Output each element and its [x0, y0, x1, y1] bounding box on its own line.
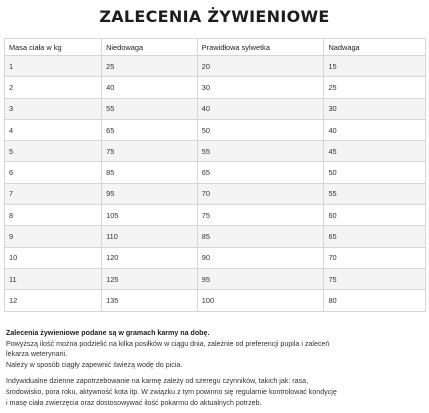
notes-line: środowisko, pora roku, aktywność kota itp. W związku z tym powinno się regularnie kontrolować kondycję [6, 387, 337, 396]
cell-weight: 9 [5, 226, 102, 247]
cell-weight: 11 [5, 268, 102, 289]
cell-underweight: 55 [102, 98, 198, 119]
notes-line: Powyższą ilość można podzielić na kilka posiłków w ciągu dnia, zależnie od preferencji pupila i zaleceń [6, 339, 330, 348]
header-weight: Masa ciała w kg [5, 39, 102, 56]
cell-weight: 4 [5, 119, 102, 140]
cell-underweight: 110 [102, 226, 198, 247]
cell-underweight: 135 [102, 290, 198, 311]
table-row [5, 268, 426, 289]
cell-normal-weight: 40 [197, 98, 324, 119]
notes-line: Indywidualne dzienne zapotrzebowanie na karmę zależy od szeregu czynników, takich jak: rasa, [6, 377, 309, 386]
cell-weight: 12 [5, 290, 102, 311]
table-row [5, 98, 426, 119]
cell-underweight: 125 [102, 268, 198, 289]
table-row [5, 205, 426, 226]
cell-weight: 6 [5, 162, 102, 183]
notes [6, 328, 424, 408]
cell-overweight: 25 [324, 77, 426, 98]
notes-line: i masę ciała zwierzęcia oraz dostosowywać ilość pokarmu do aktualnych potrzeb. [6, 398, 262, 407]
cell-weight: 1 [5, 56, 102, 77]
cell-overweight: 75 [324, 268, 426, 289]
notes-lead: Zalecenia żywieniowe podane są w gramach karmy na dobę. [6, 329, 210, 337]
cell-weight: 5 [5, 141, 102, 162]
cell-overweight: 70 [324, 247, 426, 268]
cell-normal-weight: 100 [197, 290, 324, 311]
cell-weight: 8 [5, 205, 102, 226]
table-row [5, 141, 426, 162]
cell-normal-weight: 30 [197, 77, 324, 98]
cell-normal-weight: 95 [197, 268, 324, 289]
cell-underweight: 75 [102, 141, 198, 162]
cell-weight: 10 [5, 247, 102, 268]
table-body [5, 56, 426, 312]
cell-underweight: 65 [102, 119, 198, 140]
cell-weight: 2 [5, 77, 102, 98]
cell-underweight: 25 [102, 56, 198, 77]
cell-overweight: 50 [324, 162, 426, 183]
cell-underweight: 105 [102, 205, 198, 226]
cell-underweight: 85 [102, 162, 198, 183]
cell-overweight: 65 [324, 226, 426, 247]
cell-normal-weight: 55 [197, 141, 324, 162]
header-overweight: Nadwaga [324, 39, 426, 56]
cell-underweight: 120 [102, 247, 198, 268]
table-row [5, 226, 426, 247]
table-row [5, 162, 426, 183]
table-row [5, 77, 426, 98]
header-underweight: Niedowaga [102, 39, 198, 56]
cell-normal-weight: 75 [197, 205, 324, 226]
table-row [5, 119, 426, 140]
cell-normal-weight: 20 [197, 56, 324, 77]
cell-overweight: 55 [324, 183, 426, 204]
cell-normal-weight: 90 [197, 247, 324, 268]
cell-weight: 3 [5, 98, 102, 119]
cell-overweight: 80 [324, 290, 426, 311]
cell-normal-weight: 85 [197, 226, 324, 247]
table-header-row [5, 39, 426, 56]
cell-overweight: 40 [324, 119, 426, 140]
cell-overweight: 15 [324, 56, 426, 77]
table-row [5, 247, 426, 268]
notes-line: Należy w sposób ciągły zapewnić świeżą wodę do picia. [6, 360, 183, 369]
header-normal-weight: Prawidłowa sylwetka [197, 39, 324, 56]
cell-overweight: 45 [324, 141, 426, 162]
cell-overweight: 60 [324, 205, 426, 226]
feeding-table [4, 38, 426, 312]
cell-underweight: 95 [102, 183, 198, 204]
cell-normal-weight: 70 [197, 183, 324, 204]
page-title: ZALECENIA ŻYWIENIOWE [99, 7, 330, 26]
cell-underweight: 40 [102, 77, 198, 98]
cell-overweight: 30 [324, 98, 426, 119]
cell-normal-weight: 50 [197, 119, 324, 140]
cell-weight: 7 [5, 183, 102, 204]
table-row [5, 290, 426, 311]
table-row [5, 56, 426, 77]
notes-line: lekarza weterynarii. [6, 350, 68, 359]
cell-normal-weight: 65 [197, 162, 324, 183]
table-row [5, 183, 426, 204]
